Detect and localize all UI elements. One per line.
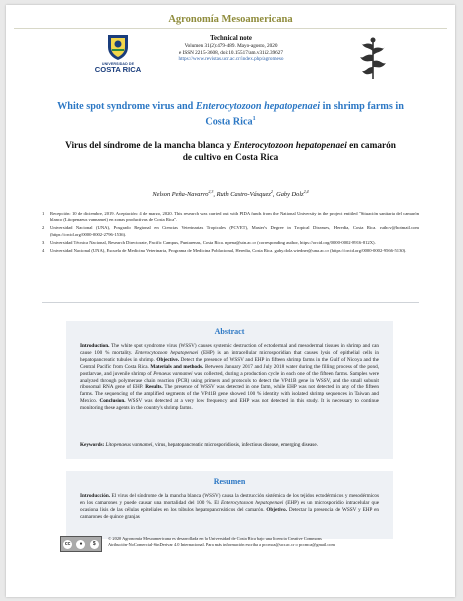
title-spanish [61, 140, 400, 164]
keyword-species: Litopenaeus vannamei [105, 442, 153, 448]
journal-plant-logo-icon [358, 35, 388, 81]
resumen-text [66, 493, 393, 521]
footnote-number: 2 [42, 225, 45, 231]
author-list: Nelson Peña-Navarro$^{2,3}$, Ruth Castro-Vásquez$^2$, Gaby Dolz$^{2,4}$ [152, 189, 309, 199]
abstract-part: Between January 2017 and July 2018 water during the filling process of the pond, postlarvae, and juvenile shrimp of [80, 363, 380, 377]
abstract-species: Enterocytozoon hepatopenaei [135, 349, 199, 356]
abstract-label: Introduction. [80, 343, 110, 349]
abstract-part: Detect the presence of WSSV and EHP in fifteen shrimp farms in the Gulf of Nicoya and the Central Pacific from Costa Rica. [80, 356, 379, 370]
volume-info: Volumen 31(2):479-489. Mayo-agosto, 2020 [184, 43, 278, 49]
resumen-part: (EHP) es un microsporidio intracelular que ocasiona lisis de las células epiteliales en los túbulos hepatopancreáticos del camarón. [80, 499, 379, 513]
license-line: Atribución-NoComercial-SinDerivar 4.0 Internacional. Para más información escriba a pccmca@ucr.ac.cr o pccmca@gmail.com [108, 541, 335, 547]
title-english [46, 100, 415, 128]
keywords-label: Keywords: [80, 442, 105, 448]
abstract-part: (EHP) is an intracellular microsporidian that causes lysis of epithelial cells in hepatopancreatic tubules in shrimp. [80, 349, 380, 363]
keywords [66, 442, 393, 449]
abstract-label: Materials and methods. [150, 363, 204, 370]
resumen-species: Enterocytozoon hepatopenaei [220, 499, 284, 506]
abstract-part: was collected, during a production cycle in each one of the fifteen farms. Samples were analyzed through polymerase chain reaction (PCR) using primers and protocols to detect the VP41B gene in WSSV, and the small subunit ribosomal RNA gene of EHP. [80, 370, 379, 391]
title-en-part: White spot syndrome virus and [57, 101, 196, 112]
abstract-label: Objective. [156, 356, 180, 363]
publication-info [156, 34, 306, 63]
abstract-box [66, 321, 393, 459]
ucr-logo [90, 33, 146, 74]
footnote-text: Universidad Nacional (UNA), Posgrado Regional en Ciencias Veterinarias Tropicales (PCVET), Master's Degree in Tropical Diseases, Heredia, Costa Rica. ruthcv@hotmail.com (https://orcid.org/0000-0002-2796-1536). [50, 225, 419, 237]
issn-info: e ISSN 2215-3608, doi:10.15517/am.v31i2.39627 [179, 49, 283, 56]
title-en-species: Enterocytozoon hepatopenaei [195, 101, 321, 112]
section-divider [42, 302, 419, 303]
note-type: Technical note [210, 35, 252, 42]
abstract-label: Conclusion. [99, 398, 126, 405]
author-affiliation: 2,4 [303, 189, 309, 194]
author-affiliation: 2,3 [208, 189, 214, 194]
footnote-text: Universidad Nacional (UNA), Escuela de Medicina Veterinaria, Programa de Medicina Poblacional, Heredia, Costa Rica. gaby.dolz.wiedner@una.ac.cr (https://orcid.org/0000-0002-9566-5130). [50, 248, 407, 254]
resumen-part: Detectar la presencia de WSSV y EHP en camarones de quince granjas [80, 506, 379, 520]
abstract-part: WSSV was detected at a very low frequency and EHP was not detected in this study. It is necessary to continue monitoring these agents in the country's shrimp farms. [80, 398, 379, 412]
cc-icon: cc [64, 540, 71, 547]
header-divider [14, 28, 447, 29]
license-line: © 2020 Agronomía Mesoamericana es desarrollada en la Universidad de Costa Rica bajo una licencia Creative Commons [108, 536, 322, 541]
license-text [108, 536, 335, 548]
resumen-heading: Resumen [213, 477, 246, 486]
footnotes [42, 211, 419, 257]
title-es-species: Enterocytozoon hepatopenaei [233, 141, 347, 151]
keywords-text: , virus, hepatopancreatic microsporidiosis, infectious disease, emerging disease. [152, 442, 318, 448]
footnote [42, 225, 419, 237]
resumen-box [66, 471, 393, 539]
author-name: Ruth Castro-Vásquez [216, 191, 271, 199]
footnote-number: 1 [42, 211, 45, 216]
author-name: Gaby Dolz [276, 191, 304, 199]
title-es-part: en camarón de cultivo en Costa Rica [182, 141, 396, 163]
resumen-label: Introducción. [80, 493, 111, 499]
journal-name: Agronomía Mesoamericana [168, 14, 293, 25]
title-en-part: in shrimp farms in Costa Rica [205, 101, 404, 128]
paper-page [6, 5, 455, 597]
abstract-part: The presence of WSSV was detected in one farm, while EHP was not detected in any of the fifteen farms. The sequencing of the amplified segments of the VP41B gene showed 100 % identity with isolated shrimp sequences in Taiwan and Mexico. [80, 384, 379, 405]
ucr-shield-icon [105, 33, 131, 61]
abstract-heading: Abstract [214, 327, 245, 336]
author-name: Nelson Peña-Navarro [152, 191, 209, 199]
abstract-text [66, 343, 393, 412]
footnote-number: 3 [42, 239, 45, 245]
abstract-label: Results. [145, 384, 163, 391]
abstract-species: Penaeus vannamei [153, 370, 193, 377]
footnote [42, 240, 419, 246]
cc-license-badge[interactable] [60, 536, 102, 552]
resumen-label: Objetivo. [266, 506, 287, 513]
footnote-text: Universidad Técnica Nacional, Research Directorate, Pacific Campus, Puntarenas, Costa Rica. npena@utn.ac.cr (corresponding author, https://orcid.org/0000-0002-8916-812X). [50, 239, 376, 245]
nc-icon: $ [90, 540, 99, 549]
footnote [42, 211, 419, 223]
title-es-part: Virus del síndrome de la mancha blanca y [65, 141, 234, 151]
footnote-text: Recepción: 10 de diciembre, 2019. Aceptación: 4 de marzo, 2020. This research was carried out with PIDA funds from the National University in the project entitled "Situación sanitaria del camarón blanco (Litopenaeus vannamei) en zonas productivas de Costa Rica". [50, 211, 419, 223]
university-line2: COSTA RICA [94, 65, 142, 74]
title-footnote-marker: 1 [252, 116, 256, 122]
by-icon: ● [76, 540, 85, 549]
footnote-number: 4 [42, 248, 45, 254]
university-line1: UNIVERSIDAD DE [101, 62, 135, 66]
journal-url-link[interactable]: https://www.revistas.ucr.ac.cr/index.php/agromeso [178, 56, 284, 63]
abstract-part: The white spot syndrome virus (WSSV) causes systemic destruction of ectodermal and mesodermal tissues in shrimp and can cause 100 % mortality. [80, 343, 379, 356]
author-affiliation: 2 [270, 189, 273, 194]
resumen-part: El virus del síndrome de la mancha blanca (WSSV) causa la destrucción sistémica de los tejidos ectodérmicos y mesodérmicos en los camarones y puede causar una mortalidad del 100 %. El [80, 493, 379, 506]
footnote [42, 248, 419, 254]
license-footer [60, 536, 415, 552]
